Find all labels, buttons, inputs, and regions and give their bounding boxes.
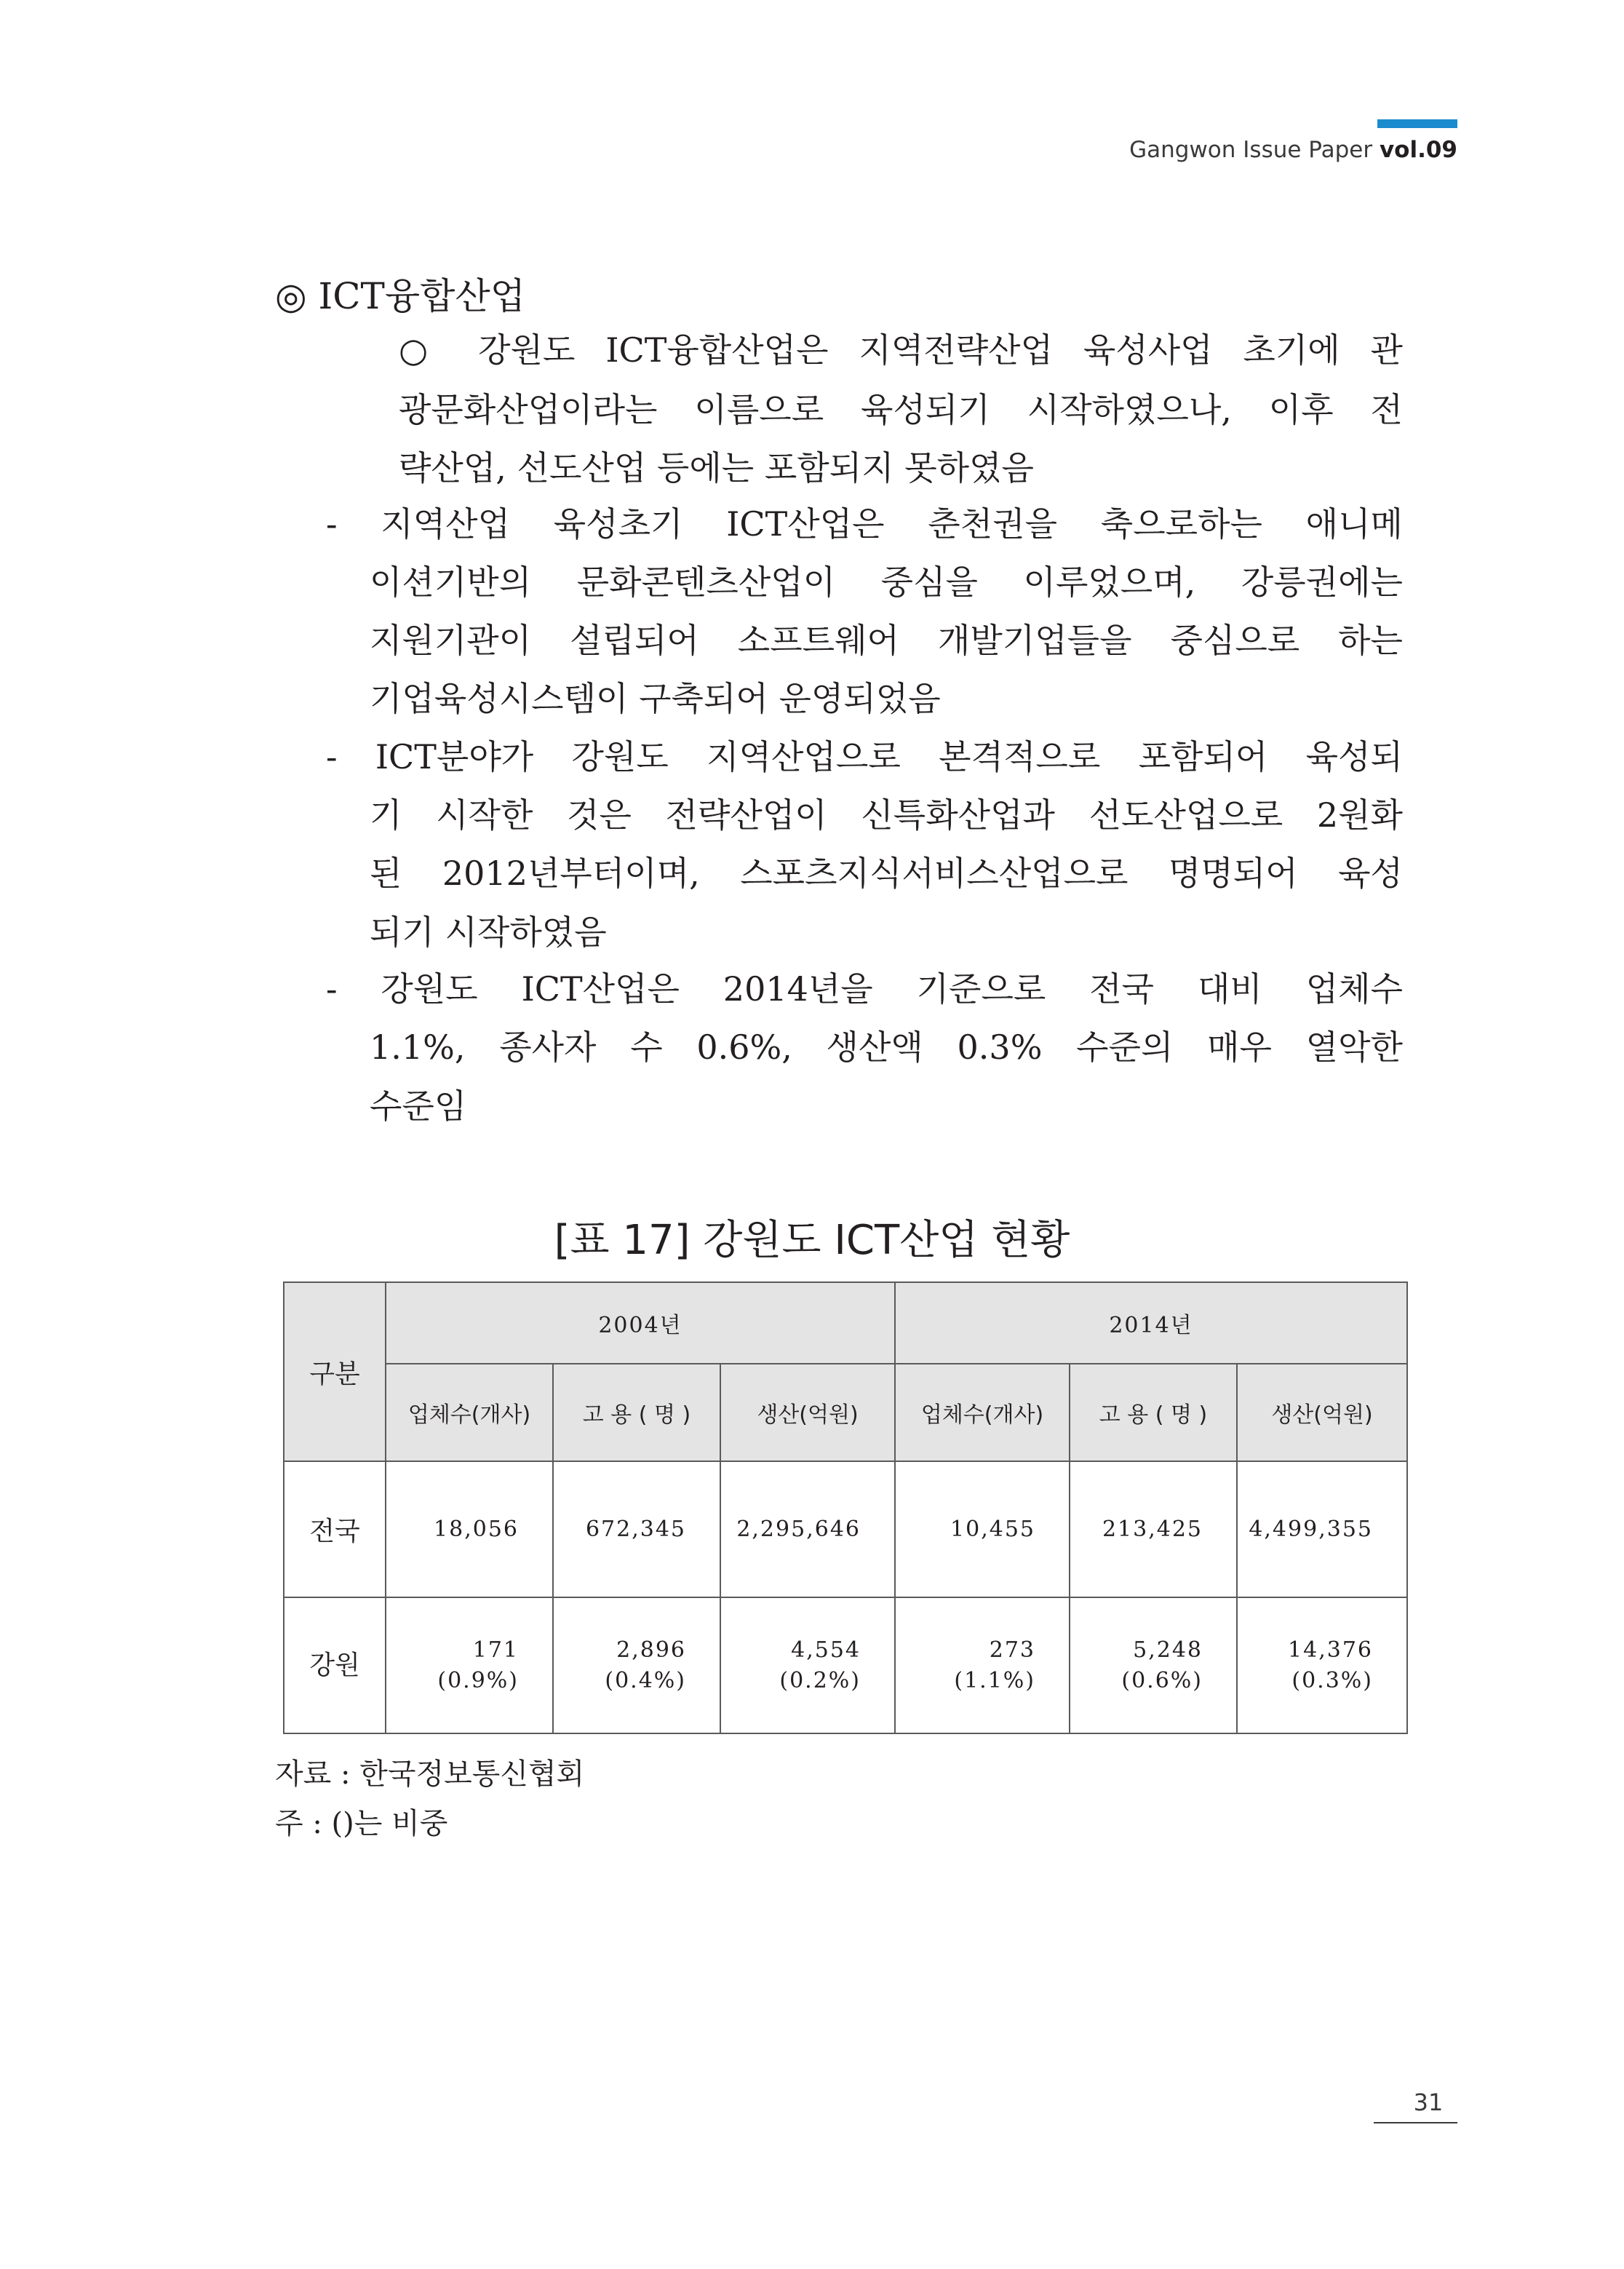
table-cell: 213,425 [1070, 1461, 1237, 1597]
header-accent-bar [1377, 119, 1457, 128]
page-number: 31 [1413, 2089, 1444, 2116]
cell-share: (0.2%) [779, 1667, 861, 1693]
header-volume: vol.09 [1379, 137, 1457, 163]
row-label: 전국 [284, 1461, 386, 1597]
running-header [1129, 137, 1457, 163]
table-cell [895, 1597, 1070, 1733]
text-line: 략산업, 선도산업 등에는 포함되지 못하였음 [399, 448, 1034, 488]
table-cell: 10,455 [895, 1461, 1070, 1597]
cell-share: (0.4%) [605, 1667, 686, 1693]
sub-header: 생산(억원) [1237, 1364, 1407, 1461]
table-cell [720, 1597, 895, 1733]
sub-header: 생산(억원) [720, 1364, 895, 1461]
table-cell: 2,295,646 [720, 1461, 895, 1597]
remark-note: 주 : ()는 비중 [275, 1807, 448, 1840]
text-line: 되기 시작하였음 [370, 913, 607, 952]
cell-share: (0.6%) [1121, 1667, 1203, 1693]
table-cell [1070, 1597, 1237, 1733]
text-line: 1.1%, 종사자 수 0.6%, 생산액 0.3% 수준의 매우 열악한 [370, 1028, 1403, 1067]
cell-value: 2,896 [616, 1637, 686, 1663]
table-cell [386, 1597, 553, 1733]
table-cell: 672,345 [553, 1461, 720, 1597]
text-line: 지원기관이 설립되어 소프트웨어 개발기업들을 중심으로 하는 [370, 621, 1403, 660]
text-line: 기 시작한 것은 전략산업이 신특화산업과 선도산업으로 2원화 [370, 795, 1403, 835]
text-line: - 지역산업 육성초기 ICT산업은 춘천권을 축으로하는 애니메 [326, 504, 1403, 544]
cell-value: 171 [472, 1637, 519, 1663]
sub-header: 업체수(개사) [895, 1364, 1070, 1461]
table-cell [1237, 1597, 1407, 1733]
page-number-rule [1374, 2122, 1457, 2123]
ict-industry-table [283, 1281, 1408, 1734]
cell-value: 273 [989, 1637, 1035, 1663]
cell-share: (0.3%) [1291, 1667, 1373, 1693]
source-note: 자료 : 한국정보통신협회 [275, 1757, 585, 1791]
sub-header: 고 용 ( 명 ) [553, 1364, 720, 1461]
year-header-2014: 2014년 [895, 1282, 1407, 1364]
cell-value: 4,554 [791, 1637, 861, 1663]
table-cell [553, 1597, 720, 1733]
table-row [284, 1461, 1407, 1597]
row-label: 강원 [284, 1597, 386, 1733]
text-line: 이션기반의 문화콘텐츠산업이 중심을 이루었으며, 강릉권에는 [370, 563, 1403, 602]
cell-value: 5,248 [1133, 1637, 1203, 1663]
text-line: 수준임 [370, 1086, 467, 1126]
category-header: 구분 [284, 1282, 386, 1461]
table-cell: 4,499,355 [1237, 1461, 1407, 1597]
text-line: - ICT분야가 강원도 지역산업으로 본격적으로 포함되어 육성되 [326, 737, 1403, 776]
cell-value: 14,376 [1288, 1637, 1373, 1663]
section-heading: ◎ ICT융합산업 [275, 275, 526, 317]
header-series: Gangwon Issue Paper [1129, 137, 1373, 163]
text-line: - 강원도 ICT산업은 2014년을 기준으로 전국 대비 업체수 [326, 969, 1403, 1009]
sub-header: 고 용 ( 명 ) [1070, 1364, 1237, 1461]
sub-header: 업체수(개사) [386, 1364, 553, 1461]
text-line: 된 2012년부터이며, 스포츠지식서비스산업으로 명명되어 육성 [370, 854, 1403, 893]
year-header-2004: 2004년 [386, 1282, 895, 1364]
cell-share: (0.9%) [437, 1667, 519, 1693]
table-cell: 18,056 [386, 1461, 553, 1597]
text-line: 광문화산업이라는 이름으로 육성되기 시작하였으나, 이후 전 [399, 390, 1403, 429]
cell-share: (1.1%) [954, 1667, 1035, 1693]
table-row [284, 1597, 1407, 1733]
text-line: ○ 강원도 ICT융합산업은 지역전략산업 육성사업 초기에 관 [399, 330, 1403, 370]
text-line: 기업육성시스템이 구축되어 운영되었음 [370, 679, 941, 718]
table-title: [표 17] 강원도 ICT산업 현황 [554, 1217, 1070, 1264]
